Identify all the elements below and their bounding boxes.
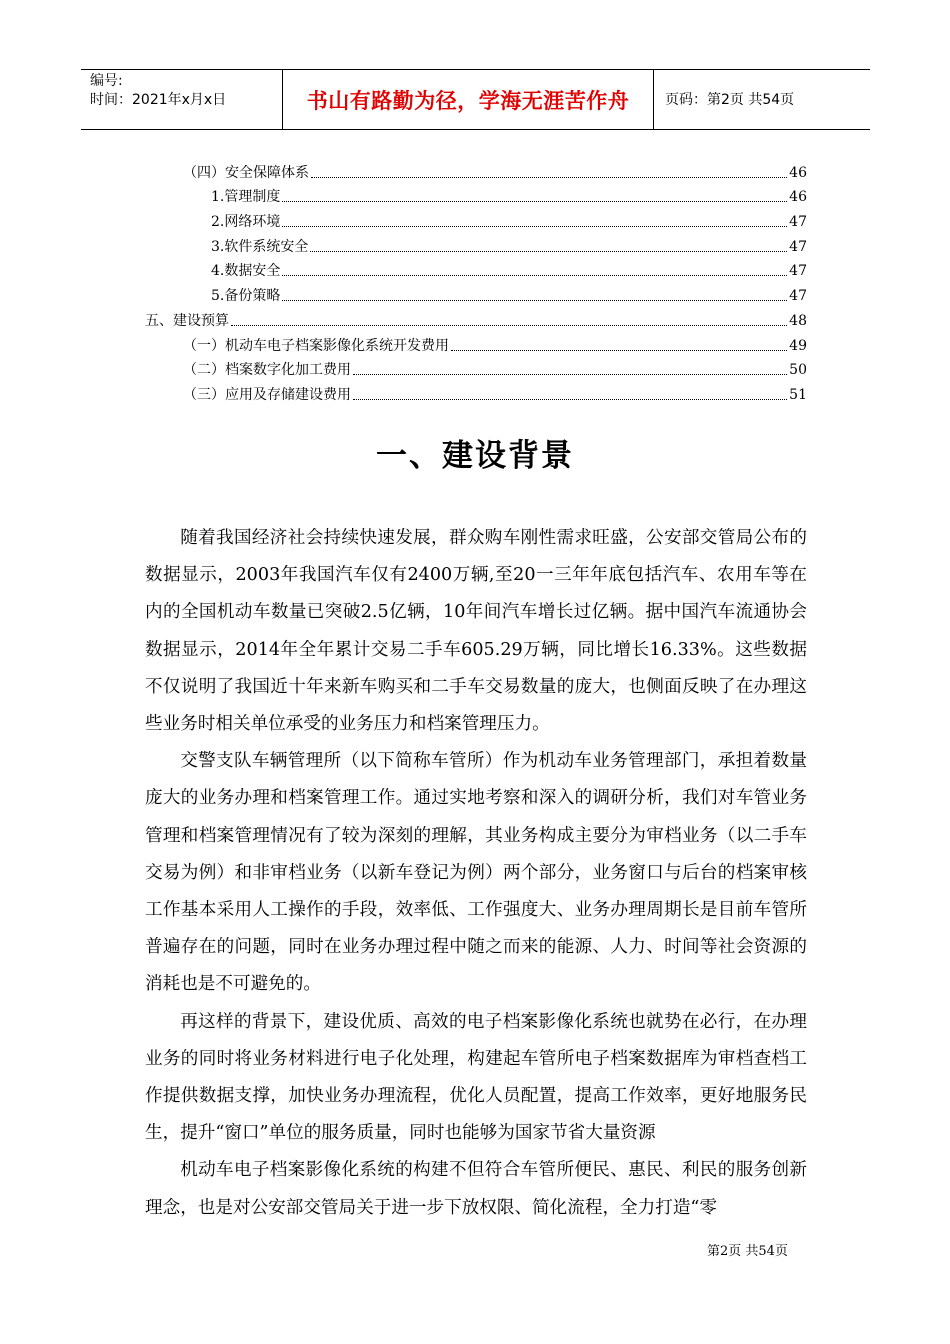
toc-entry-title: （四）安全保障体系 [183, 164, 309, 181]
toc-entry[interactable] [145, 355, 807, 380]
toc-leader [282, 200, 787, 202]
paragraph: 交警支队车辆管理所（以下简称车管所）作为机动车业务管理部门，承担着数量庞大的业务办理和档案管理工作。通过实地考察和深入的调研分析，我们对车管业务管理和档案管理情况有了较为深刻的理解，其业务构成主要分为审档业务（以二手车交易为例）和非审档业务（以新车登记为例）两个部分，业务窗口与后台的档案审核工作基本采用人工操作的手段，效率低、工作强度大、业务办理周期长是目前车管所普遍存在的问题，同时在业务办理过程中随之而来的能源、人力、时间等社会资源的消耗也是不可避免的。 [145, 751, 807, 995]
paragraph: 机动车电子档案影像化系统的构建不但符合车管所便民、惠民、利民的服务创新理念，也是对公安部交管局关于进一步下放权限、简化流程，全力打造“零 [145, 1160, 807, 1218]
toc-entry-page: 48 [789, 312, 807, 329]
header-motto: 书山有路勤为径，学海无涯苦作舟 [306, 89, 630, 113]
toc-entry-title: 2.网络环境 [211, 214, 281, 231]
document-number-label: 编号: [90, 73, 123, 89]
page-header [81, 69, 870, 130]
toc-leader [231, 324, 787, 326]
toc-entry-page: 47 [789, 238, 807, 255]
toc-entry-page: 47 [789, 214, 807, 231]
toc-leader [282, 225, 787, 227]
toc-entry-page: 46 [789, 189, 807, 206]
toc-entry-title: （二）档案数字化加工费用 [183, 362, 351, 379]
toc-entry[interactable] [145, 280, 807, 305]
toc-entry[interactable] [145, 157, 807, 182]
toc-entry[interactable] [145, 231, 807, 256]
toc-leader [451, 349, 787, 351]
toc-leader [353, 398, 787, 400]
toc-entry-title: （一）机动车电子档案影像化系统开发费用 [183, 337, 449, 354]
toc-entry-page: 47 [789, 288, 807, 305]
toc-entry-title: 3.软件系统安全 [211, 238, 309, 255]
toc-entry-page: 47 [789, 263, 807, 280]
toc-entry[interactable] [145, 330, 807, 355]
header-page-cell [654, 70, 870, 129]
paragraph: 随着我国经济社会持续快速发展，群众购车刚性需求旺盛，公安部交管局公布的数据显示，2003年我国汽车仅有2400万辆,至20一三年年底包括汽车、农用车等在内的全国机动车数量已突破2.5亿辆，10年间汽车增长过亿辆。据中国汽车流通协会数据显示，2014年全年累计交易二手车605.29万辆，同比增长16.33%。这些数据不仅说明了我国近十年来新车购买和二手车交易数量的庞大，也侧面反映了在办理这些业务时相关单位承受的业务压力和档案管理压力。 [145, 528, 807, 735]
paragraph: 再这样的背景下，建设优质、高效的电子档案影像化系统也就势在必行，在办理业务的同时将业务材料进行电子化处理，构建起车管所电子档案数据库为审档查档工作提供数据支撑，加快业务办理流程，优化人员配置，提高工作效率，更好地服务民生，提升“窗口”单位的服务质量，同时也能够为国家节省大量资源 [145, 1011, 807, 1144]
header-meta-cell [81, 70, 283, 129]
toc-entry-page: 51 [789, 386, 807, 403]
document-time-label: 时间：2021年x月x日 [90, 92, 227, 108]
toc-entry-page: 50 [789, 362, 807, 379]
toc-entry-title: 5.备份策略 [211, 288, 281, 305]
table-of-contents [145, 157, 807, 404]
toc-entry-page: 46 [789, 164, 807, 181]
toc-entry-title: 4.数据安全 [211, 263, 281, 280]
toc-entry[interactable] [145, 182, 807, 207]
toc-entry-page: 49 [789, 337, 807, 354]
toc-entry-title: 五、建设预算 [145, 312, 229, 329]
section-heading: 一、建设背景 [376, 438, 574, 474]
toc-entry[interactable] [145, 206, 807, 231]
toc-leader [353, 373, 787, 375]
toc-leader [311, 176, 787, 178]
toc-leader [282, 274, 787, 276]
toc-entry-title: （三）应用及存储建设费用 [183, 386, 351, 403]
toc-entry[interactable] [145, 256, 807, 281]
header-page-number: 页码：第2页 共54页 [665, 92, 795, 108]
toc-leader [282, 299, 787, 301]
toc-entry-title: 1.管理制度 [211, 189, 281, 206]
toc-entry[interactable] [145, 305, 807, 330]
toc-entry[interactable] [145, 379, 807, 404]
header-motto-cell [283, 70, 654, 129]
page-footer: 第2页 共54页 [707, 1244, 788, 1259]
toc-leader [310, 250, 787, 252]
body-text [145, 520, 807, 1227]
